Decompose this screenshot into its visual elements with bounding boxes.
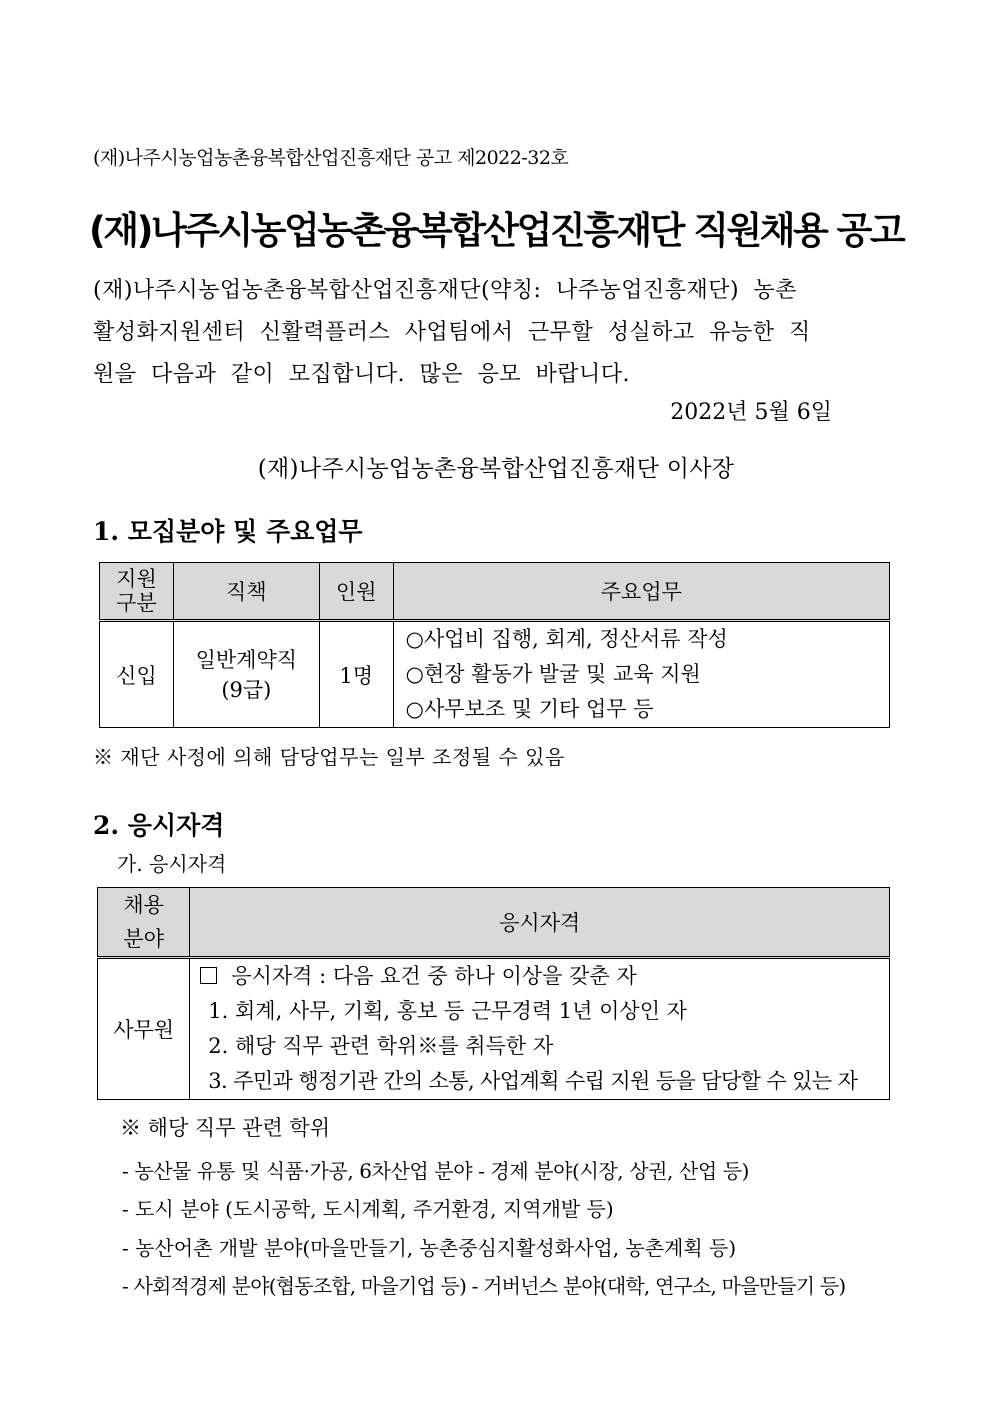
- duty-item: ○사업비 집행, 회계, 정산서류 작성: [405, 627, 728, 651]
- section-1-heading: 1. 모집분야 및 주요업무: [93, 517, 363, 546]
- intro-line-1: (재)나주시농업농촌융복합산업진흥재단(약칭: 나주농업진흥재단) 농촌: [93, 278, 798, 303]
- header-position: 직책: [173, 563, 319, 621]
- qual-item: 3. 주민과 행정기관 간의 소통, 사업계획 수립 지원 등을 담당할 수 있는 자: [208, 1069, 858, 1093]
- notice-number: (재)나주시농업농촌융복합산업진흥재단 공고 제2022-32호: [93, 147, 569, 169]
- qual-item: 1. 회계, 사무, 기획, 홍보 등 근무경력 1년 이상인 자: [208, 999, 687, 1023]
- section-2-heading: 2. 응시자격: [93, 811, 225, 840]
- cell-type: 신입: [100, 621, 174, 728]
- duty-item: ○사무보조 및 기타 업무 등: [405, 697, 654, 721]
- degree-item: - 농산어촌 개발 분야(마을만들기, 농촌중심지활성화사업, 농촌계획 등): [122, 1236, 737, 1260]
- header-qualification: 응시자격: [190, 888, 890, 958]
- header-type-line1: 지원: [116, 567, 157, 591]
- checkbox-icon: [200, 967, 217, 984]
- cell-count: 1명: [319, 621, 393, 728]
- intro-line-2: 활성화지원센터 신활력플러스 사업팀에서 근무할 성실하고 유능한 직: [93, 320, 811, 345]
- header-field-line1: 채용: [123, 893, 164, 917]
- announcement-date: 2022년 5월 6일: [670, 400, 832, 425]
- degree-item: - 도시 분야 (도시공학, 도시계획, 주거환경, 지역개발 등): [122, 1197, 614, 1221]
- position-line2: (9급): [221, 677, 272, 702]
- qual-intro-text: 응시자격 : 다음 요건 중 하나 이상을 갖춘 자: [231, 964, 637, 988]
- cell-position: [173, 621, 319, 728]
- qualification-table: [97, 887, 890, 1100]
- header-field-line2: 분야: [123, 927, 164, 951]
- cell-qualification: [190, 958, 890, 1100]
- cell-duties: [393, 621, 889, 728]
- degree-title: ※ 해당 직무 관련 학위: [120, 1116, 330, 1140]
- recruitment-table: [99, 562, 890, 728]
- section-2-subheading: 가. 응시자격: [117, 852, 227, 876]
- table-row: [100, 621, 890, 728]
- header-field: [98, 888, 190, 958]
- header-duties: 주요업무: [393, 563, 889, 621]
- intro-line-3: 원을 다음과 같이 모집합니다. 많은 응모 바랍니다.: [93, 362, 630, 387]
- qual-item: 2. 해당 직무 관련 학위※를 취득한 자: [208, 1034, 554, 1058]
- qual-intro: [200, 959, 889, 994]
- issuer: (재)나주시농업농촌융복합산업진흥재단 이사장: [257, 456, 735, 482]
- header-type-line2: 구분: [116, 591, 157, 615]
- cell-field: 사무원: [98, 958, 190, 1100]
- degree-item: - 사회적경제 분야(협동조합, 마을기업 등) - 거버넌스 분야(대학, 연구소, 마을만들기 등): [122, 1274, 846, 1298]
- duty-adjust-note: ※ 재단 사정에 의해 담당업무는 일부 조정될 수 있음: [93, 745, 565, 769]
- position-line1: 일반계약직: [195, 647, 298, 672]
- degree-item: - 농산물 유통 및 식품·가공, 6차산업 분야 - 경제 분야(시장, 상권, 산업 등): [122, 1159, 750, 1183]
- page-title: (재)나주시농업농촌융복합산업진흥재단 직원채용 공고: [88, 209, 904, 252]
- intro-paragraph: [93, 270, 899, 396]
- header-count: 인원: [319, 563, 393, 621]
- table-row: [98, 958, 890, 1100]
- duty-item: ○현장 활동가 발굴 및 교육 지원: [405, 662, 701, 686]
- header-type: [100, 563, 174, 621]
